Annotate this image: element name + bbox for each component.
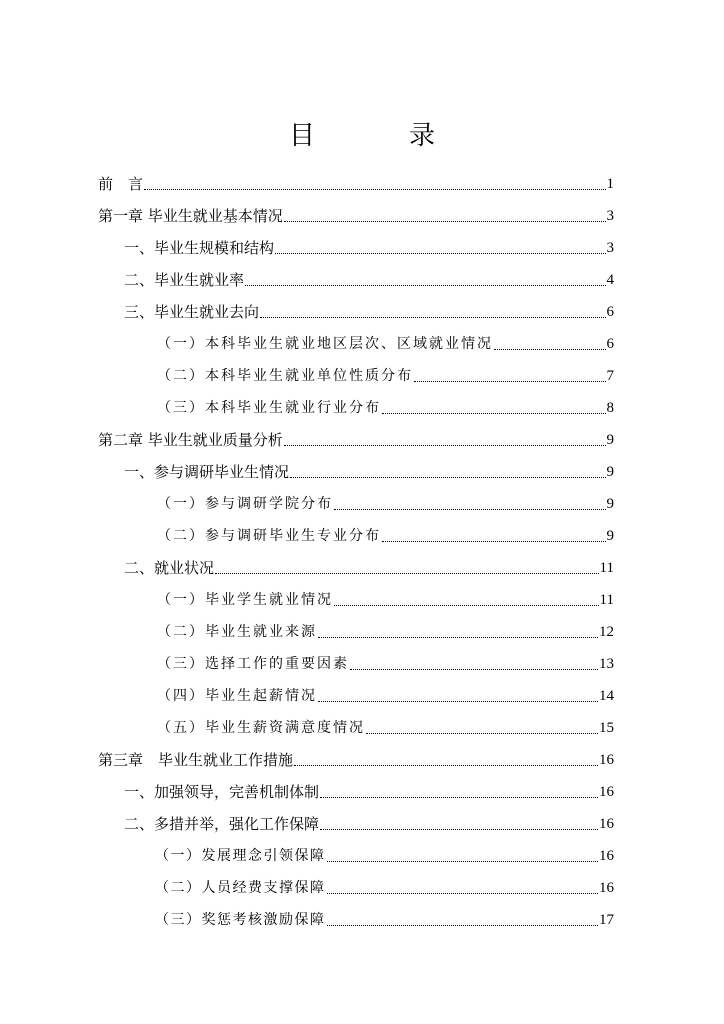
- toc-entry-label: （二）本科毕业生就业单位性质分布: [157, 368, 413, 384]
- toc-leader-dots: [334, 605, 599, 606]
- toc-entry-page: 12: [599, 624, 614, 640]
- toc-entry-page: 16: [599, 816, 614, 832]
- toc-entry-label: （四）毕业生起薪情况: [157, 688, 317, 704]
- toc-leader-dots: [327, 925, 599, 926]
- toc-entry-subsection[interactable]: [155, 873, 614, 899]
- toc-entry-label: （一）参与调研学院分布: [157, 496, 333, 512]
- toc-leader-dots: [294, 765, 598, 766]
- toc-entry-chapter-1[interactable]: [98, 201, 614, 227]
- toc-entry-subsection[interactable]: [157, 489, 614, 515]
- toc-leader-dots: [318, 637, 598, 638]
- toc-entry-page: 9: [606, 464, 614, 480]
- toc-entry-page: 16: [599, 848, 614, 864]
- toc-entry-chapter-3[interactable]: [98, 745, 614, 771]
- toc-entry-label: （五）毕业生薪资满意度情况: [157, 720, 365, 736]
- toc-entry-page: 8: [606, 400, 614, 416]
- toc-leader-dots: [215, 573, 599, 574]
- toc-leader-dots: [382, 541, 606, 542]
- toc-entry-page: 9: [606, 528, 614, 544]
- toc-entry-page: 16: [599, 880, 614, 896]
- toc-entry-label: 二、毕业生就业率: [124, 271, 245, 289]
- toc-entry-page: 6: [606, 304, 614, 320]
- toc-entry-section[interactable]: [124, 777, 614, 803]
- toc-entry-page: 11: [599, 592, 614, 608]
- toc-entry-subsection[interactable]: [155, 905, 614, 931]
- toc-entry-label: （三）奖惩考核激励保障: [155, 912, 326, 928]
- toc-entry-page: 6: [606, 336, 614, 352]
- toc-entry-page: 16: [599, 784, 614, 800]
- toc-entry-page: 9: [606, 496, 614, 512]
- toc-entry-subsection[interactable]: [157, 617, 614, 643]
- toc-entry-page: 1: [606, 176, 614, 192]
- toc-entry-page: 3: [606, 208, 614, 224]
- toc-entry-subsection[interactable]: [155, 841, 614, 867]
- toc-leader-dots: [494, 349, 606, 350]
- toc-leader-dots: [275, 253, 605, 254]
- toc-leader-dots: [327, 861, 599, 862]
- toc-entry-page: 4: [606, 272, 614, 288]
- toc-leader-dots: [320, 829, 598, 830]
- toc-leader-dots: [284, 221, 606, 222]
- toc-leader-dots: [144, 189, 605, 190]
- toc-entry-label: （一）本科毕业生就业地区层次、区域就业情况: [157, 336, 493, 352]
- toc-entry-page: 7: [606, 368, 614, 384]
- toc-entry-subsection[interactable]: [157, 585, 614, 611]
- toc-entry-page: 14: [599, 688, 614, 704]
- toc-entry-label: 第一章 毕业生就业基本情况: [98, 207, 283, 225]
- toc-leader-dots: [414, 381, 606, 382]
- toc-entry-label: 二、多措并举，强化工作保障: [124, 815, 320, 833]
- page-title: 目 录: [288, 121, 469, 151]
- toc-leader-dots: [350, 669, 598, 670]
- toc-entry-subsection[interactable]: [157, 713, 614, 739]
- toc-entry-label: 第三章 毕业生就业工作措施: [98, 751, 294, 769]
- toc-entry-section[interactable]: [124, 457, 614, 483]
- toc-entry-section[interactable]: [124, 809, 614, 835]
- toc-leader-dots: [320, 797, 598, 798]
- toc-entry-label: （三）选择工作的重要因素: [157, 656, 349, 672]
- toc-entry-label: 二、就业状况: [124, 559, 215, 577]
- toc-entry-label: （三）本科毕业生就业行业分布: [157, 400, 381, 416]
- toc-entry-label: 前 言: [98, 175, 144, 193]
- toc-entry-page: 11: [599, 560, 614, 576]
- toc-entry-page: 16: [599, 752, 614, 768]
- toc-entry-section[interactable]: [124, 265, 614, 291]
- toc-entry-page: 9: [606, 432, 614, 448]
- toc-leader-dots: [284, 445, 606, 446]
- toc-entry-subsection[interactable]: [157, 361, 614, 387]
- toc-entry-label: 第二章 毕业生就业质量分析: [98, 431, 283, 449]
- toc-entry-label: 一、毕业生规模和结构: [124, 239, 275, 257]
- toc-entry-label: （一）毕业学生就业情况: [157, 592, 333, 608]
- toc-entry-subsection[interactable]: [157, 393, 614, 419]
- toc-entry-page: 13: [599, 656, 614, 672]
- toc-leader-dots: [260, 317, 605, 318]
- toc-entry-page: 17: [599, 912, 614, 928]
- toc-entry-section[interactable]: [124, 233, 614, 259]
- toc-entry-preface[interactable]: [98, 169, 614, 195]
- toc-entry-chapter-2[interactable]: [98, 425, 614, 451]
- toc-entry-section[interactable]: [124, 553, 614, 579]
- toc-entry-label: （二）参与调研毕业生专业分布: [157, 528, 381, 544]
- toc-entry-section[interactable]: [124, 297, 614, 323]
- toc-entry-label: （二）人员经费支撑保障: [155, 880, 326, 896]
- toc-leader-dots: [245, 285, 605, 286]
- toc-entry-label: 三、毕业生就业去向: [124, 303, 260, 321]
- toc-entry-subsection[interactable]: [157, 521, 614, 547]
- toc-entry-page: 15: [599, 720, 614, 736]
- toc-entry-subsection[interactable]: [157, 329, 614, 355]
- toc-entry-subsection[interactable]: [157, 681, 614, 707]
- toc-leader-dots: [318, 701, 598, 702]
- toc-leader-dots: [366, 733, 598, 734]
- toc-entry-label: 一、加强领导，完善机制体制: [124, 783, 320, 801]
- toc-leader-dots: [334, 509, 606, 510]
- toc-entry-subsection[interactable]: [157, 649, 614, 675]
- toc-entry-page: 3: [606, 240, 614, 256]
- toc-leader-dots: [382, 413, 606, 414]
- toc-entry-label: （一）发展理念引领保障: [155, 848, 326, 864]
- toc-leader-dots: [290, 477, 605, 478]
- toc-leader-dots: [327, 893, 599, 894]
- toc-entry-label: （二）毕业生就业来源: [157, 624, 317, 640]
- toc-entry-label: 一、参与调研毕业生情况: [124, 463, 290, 481]
